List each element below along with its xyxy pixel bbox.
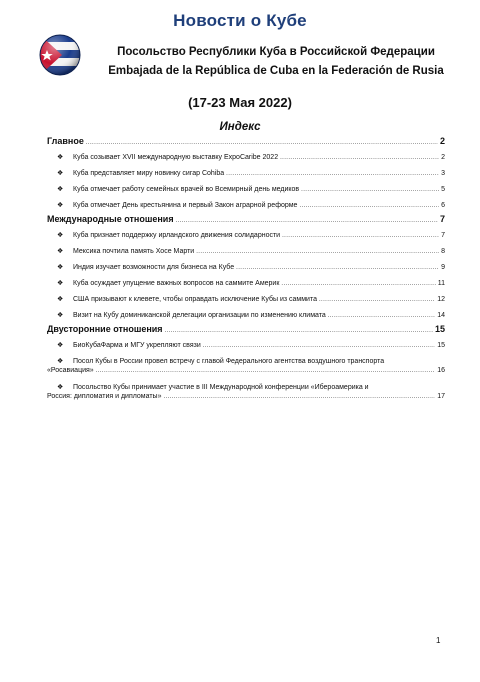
dot-leader: [236, 264, 439, 273]
toc-entry[interactable]: ❖ Куба отмечает День крестьянина и первый Закон аграрной реформе ..... 6: [57, 201, 445, 210]
embassy-name-russian: Посольство Республики Куба в Российской Федерации: [117, 46, 435, 58]
toc-entry[interactable]: ❖ Индия изучает возможности для бизнеса на Кубе ..... 9: [57, 263, 445, 272]
toc-entry[interactable]: ❖ БиоКубаФарма и МГУ укрепляют связи ..... 15: [57, 341, 445, 350]
toc-entry[interactable]: ❖ Посольство Кубы принимает участие в III Международной конференции «Ибероамерика и Россия: дипломатия и дипломаты» ..... 17: [57, 383, 445, 402]
bullet-icon: ❖: [57, 358, 64, 365]
bullet-icon: ❖: [57, 384, 64, 391]
toc-entry[interactable]: ❖ США призывают к клевете, чтобы оправдать исключение Кубы из саммита ..... 12: [57, 295, 445, 304]
toc-entry[interactable]: ❖ Визит на Кубу доминиканской делегации организации по изменению климата ..... 14: [57, 311, 445, 320]
bullet-icon: ❖: [57, 296, 64, 303]
bullet-icon: ❖: [57, 186, 64, 193]
bullet-icon: ❖: [57, 264, 64, 271]
dot-leader: [176, 216, 438, 227]
dot-leader: [282, 232, 439, 241]
dot-leader: [319, 296, 435, 305]
toc-section-international-relations[interactable]: Международные отношения ..... 7: [47, 214, 445, 225]
bullet-icon: ❖: [57, 170, 64, 177]
cuban-flag-sphere-icon: [38, 33, 82, 77]
dot-leader: [196, 248, 439, 257]
toc-entry[interactable]: ❖ Куба признает поддержку ирландского движения солидарности ..... 7: [57, 231, 445, 240]
bullet-icon: ❖: [57, 154, 64, 161]
toc-entry[interactable]: ❖ Куба отмечает работу семейных врачей во Всемирный день медиков ..... 5: [57, 185, 445, 194]
toc-entry[interactable]: ❖ Куба созывает XVII международную выставку ExpoCaribe 2022 ..... 2: [57, 153, 445, 162]
bullet-icon: ❖: [57, 312, 64, 319]
toc-entry[interactable]: ❖ Куба представляет миру новинку сигар Cohiba ..... 3: [57, 169, 445, 178]
bullet-icon: ❖: [57, 202, 64, 209]
bullet-icon: ❖: [57, 232, 64, 239]
dot-leader: [163, 393, 435, 402]
embassy-name-spanish: Embajada de la República de Cuba en la Federación de Rusia: [108, 65, 444, 77]
dot-leader: [299, 202, 439, 211]
dot-leader: [281, 280, 435, 289]
dot-leader: [301, 186, 439, 195]
dot-leader: [280, 154, 439, 163]
toc-entry[interactable]: ❖ Мексика почтила память Хосе Марти ..... 8: [57, 247, 445, 256]
toc-entry[interactable]: ❖ Куба осуждает упущение важных вопросов на саммите Америк ..... 11: [57, 279, 445, 288]
table-of-contents: [47, 136, 445, 402]
dot-leader: [226, 170, 439, 179]
toc-section-bilateral-relations[interactable]: Двусторонние отношения ..... 15: [47, 324, 445, 335]
dot-leader: [203, 342, 435, 351]
bullet-icon: ❖: [57, 248, 64, 255]
date-range: (17-23 Мая 2022): [188, 95, 292, 110]
dot-leader: [328, 312, 435, 321]
bullet-icon: ❖: [57, 342, 64, 349]
dot-leader: [165, 326, 433, 337]
toc-entry[interactable]: ❖ Посол Кубы в России провел встречу с главой Федерального агентства воздушного транспорта «Росавиация» ..... 16: [57, 357, 445, 376]
toc-section-main[interactable]: Главное ..... 2: [47, 136, 445, 147]
dot-leader: [96, 367, 436, 376]
page-number: 1: [436, 636, 441, 645]
dot-leader: [86, 138, 438, 149]
index-heading: Индекс: [219, 121, 261, 133]
bullet-icon: ❖: [57, 280, 64, 287]
newsletter-title: Новости о Кубе: [173, 11, 307, 30]
